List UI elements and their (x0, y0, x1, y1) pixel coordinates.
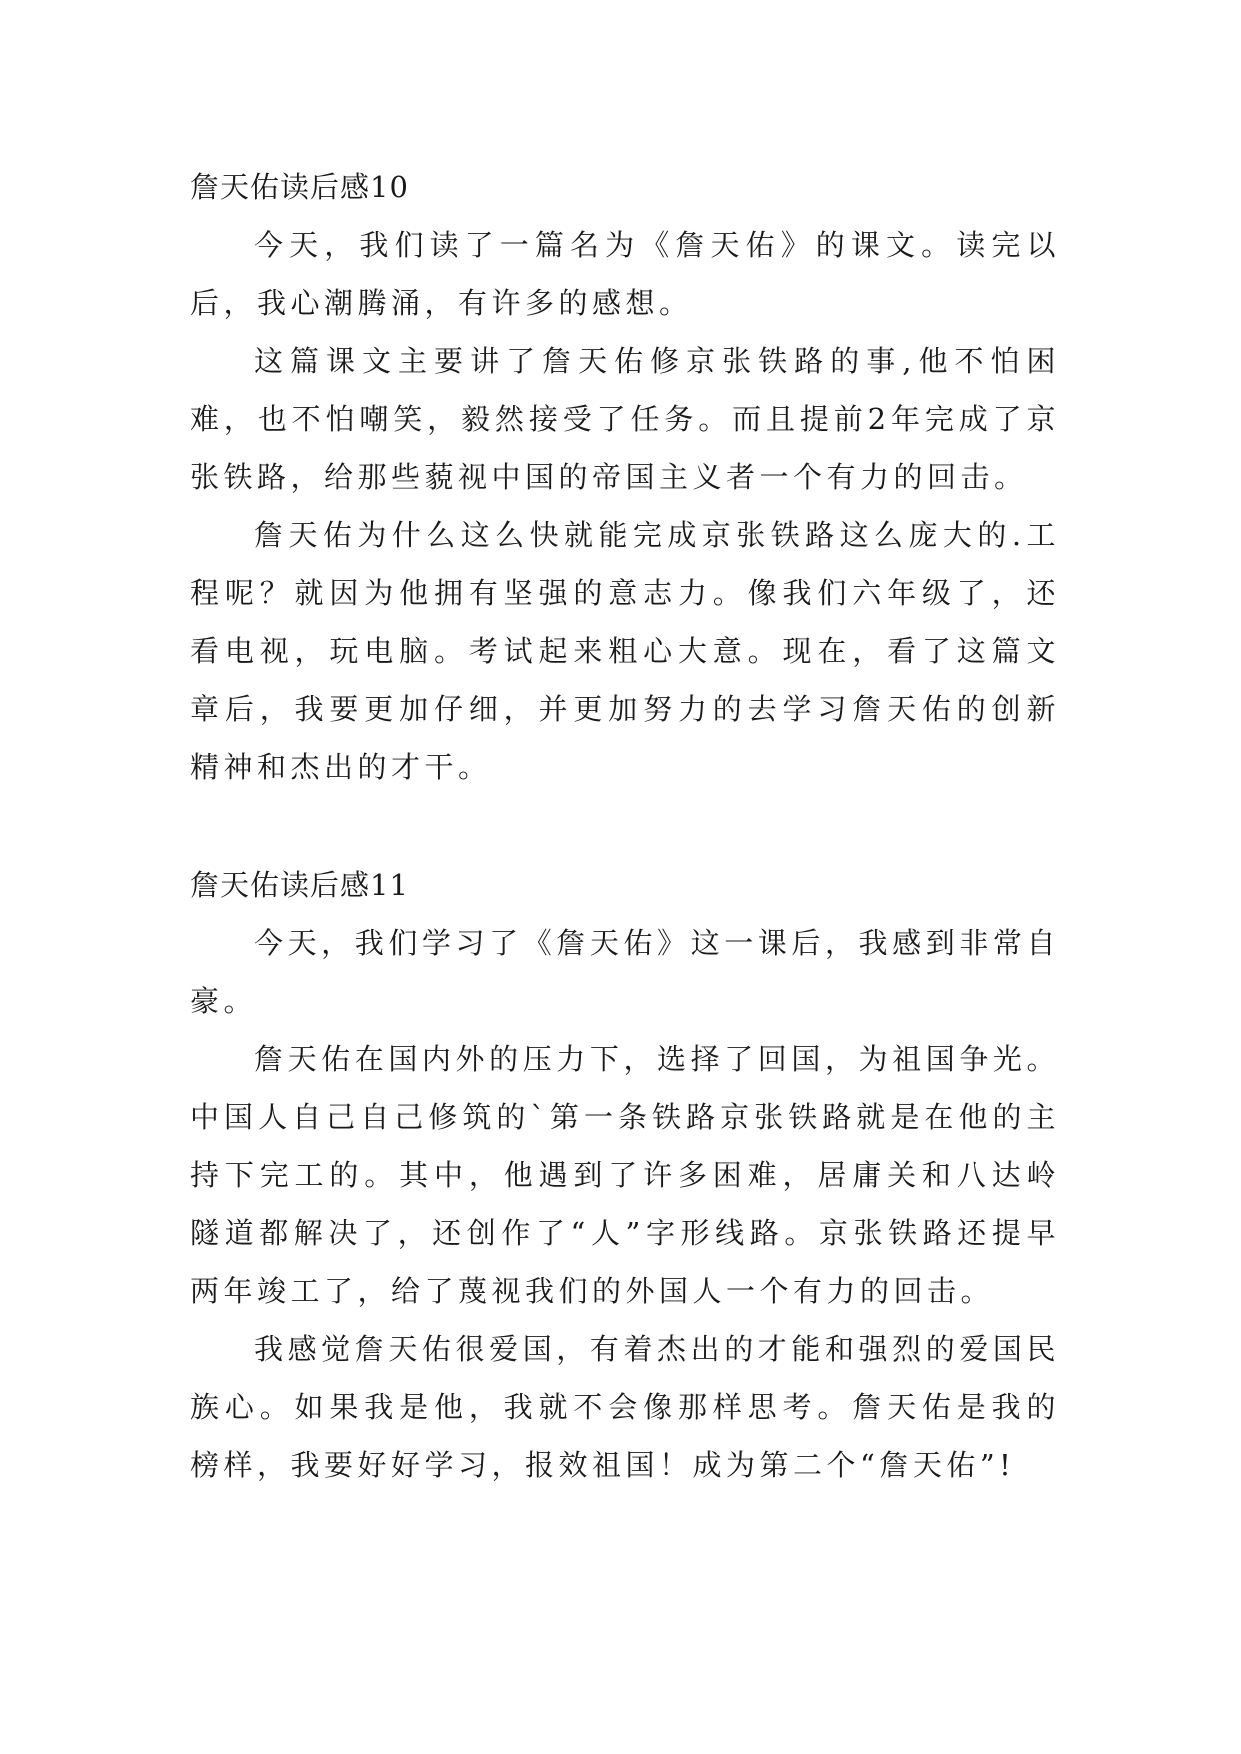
paragraph: 今天，我们学习了《詹天佑》这一课后，我感到非常自豪。 (190, 926, 1060, 1018)
paragraph: 今天，我们读了一篇名为《詹天佑》的课文。读完以后，我心潮腾涌，有许多的感想。 (190, 228, 1060, 320)
paragraph: 詹天佑在国内外的压力下，选择了回国，为祖国争光。中国人自己自己修筑的`第一条铁路京张铁路就是在他的主持下完工的。其中，他遇到了许多困难，居庸关和八达岭隧道都解决了，还创作了“人”字形线路。京张铁路还提早两年竣工了，给了蔑视我们的外国人一个有力的回击。 (190, 1042, 1060, 1308)
paragraph: 我感觉詹天佑很爱国，有着杰出的才能和强烈的爱国民族心。如果我是他，我就不会像那样思考。詹天佑是我的榜样，我要好好学习，报效祖国！成为第二个“詹天佑”! (190, 1332, 1060, 1482)
paragraph: 詹天佑为什么这么快就能完成京张铁路这么庞大的.工程呢？就因为他拥有坚强的意志力。像我们六年级了，还看电视，玩电脑。考试起来粗心大意。现在，看了这篇文章后，我要更加仔细，并更加努力的去学习詹天佑的创新精神和杰出的才干。 (190, 518, 1060, 784)
essay-section-11 (190, 856, 1060, 1494)
essay-title: 詹天佑读后感10 (190, 170, 409, 204)
essay-section-10 (190, 158, 1060, 796)
essay-title: 詹天佑读后感11 (190, 868, 409, 902)
paragraph: 这篇课文主要讲了詹天佑修京张铁路的事,他不怕困难，也不怕嘲笑，毅然接受了任务。而且提前2年完成了京张铁路，给那些藐视中国的帝国主义者一个有力的回击。 (190, 344, 1060, 494)
